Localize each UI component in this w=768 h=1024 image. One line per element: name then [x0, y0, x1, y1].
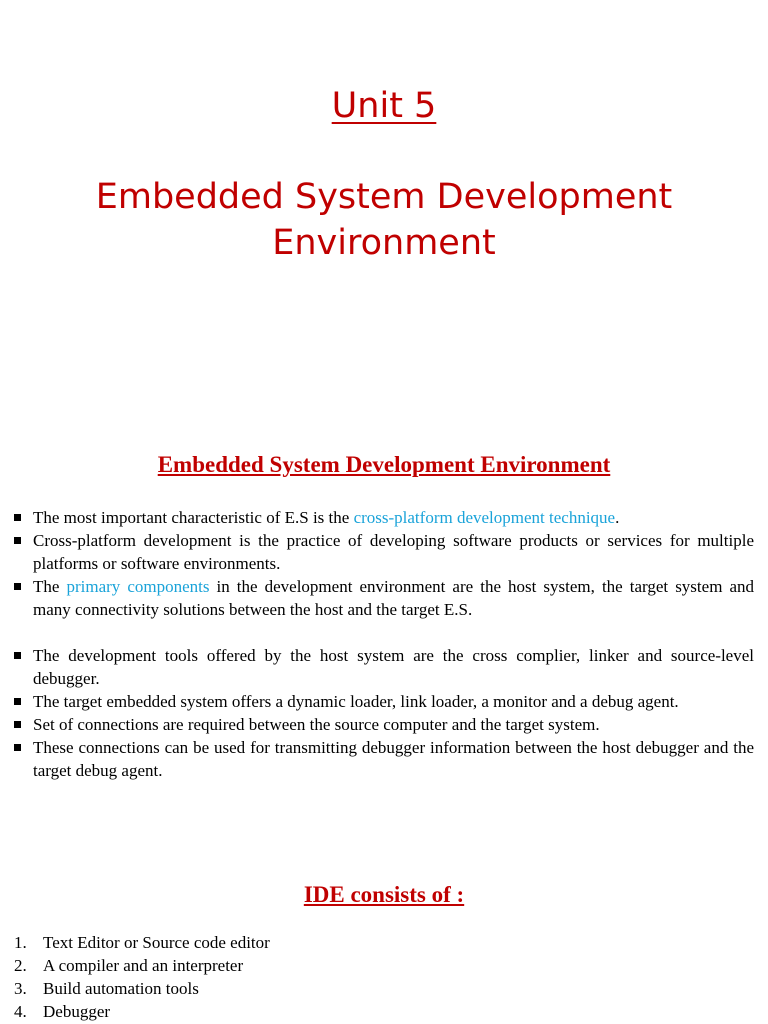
bullet-text-end: in the development environment are the host system, the target system and many connectivity solutions between the host and the target E.S. [33, 577, 755, 619]
bullet-highlight: cross-platform development technique [353, 508, 616, 527]
list-item [14, 1000, 270, 1023]
list-item-text: A compiler and an interpreter [43, 956, 244, 975]
square-bullet-icon [14, 652, 21, 659]
bullet-highlight: primary components [66, 577, 210, 596]
subtitle-line-2: Environment [272, 223, 496, 263]
bullet-item [14, 690, 754, 713]
bullet-item [14, 713, 754, 736]
bullet-text: These connections can be used for transmitting debugger information between the host debugger and the target debug agent. [33, 738, 754, 780]
bullet-text: The target embedded system offers a dynamic loader, link loader, a monitor and a debug agent. [33, 692, 679, 711]
list-item [14, 954, 270, 977]
list-item-text: Build automation tools [43, 979, 199, 998]
square-bullet-icon [14, 721, 21, 728]
square-bullet-icon [14, 583, 21, 590]
bullet-item [14, 529, 754, 575]
unit-title: Unit 5 [331, 86, 437, 126]
bullet-text: The most important characteristic of E.S is the [33, 508, 354, 527]
bullet-item [14, 506, 754, 529]
slide-subtitle [0, 174, 768, 266]
square-bullet-icon [14, 698, 21, 705]
list-number: 3. [14, 979, 27, 998]
list-number: 1. [14, 933, 27, 952]
list-number: 4. [14, 1002, 27, 1021]
list-item [14, 931, 270, 954]
list-item-text: Text Editor or Source code editor [43, 933, 270, 952]
section-heading-ide: IDE consists of : [303, 882, 465, 907]
bullet-text: The development tools offered by the host system are the cross complier, linker and source-level debugger. [33, 646, 754, 688]
ide-components-list [14, 931, 270, 1023]
subtitle-line-1: Embedded System Development [95, 177, 673, 217]
bullet-text: Cross-platform development is the practice of developing software products or services for multiple platforms or software environments. [33, 531, 754, 573]
bullet-item [14, 644, 754, 690]
list-item-text: Debugger [43, 1002, 111, 1021]
list-item [14, 977, 270, 1000]
square-bullet-icon [14, 744, 21, 751]
bullet-text: The [33, 577, 67, 596]
bullet-text-end: . [615, 508, 620, 527]
bullet-item [14, 575, 754, 621]
bullet-list [14, 506, 754, 782]
section-heading-development-environment: Embedded System Development Environment [157, 452, 611, 477]
bullet-text: Set of connections are required between the source computer and the target system. [33, 715, 600, 734]
list-number: 2. [14, 956, 27, 975]
bullet-item [14, 736, 754, 782]
square-bullet-icon [14, 537, 21, 544]
square-bullet-icon [14, 514, 21, 521]
